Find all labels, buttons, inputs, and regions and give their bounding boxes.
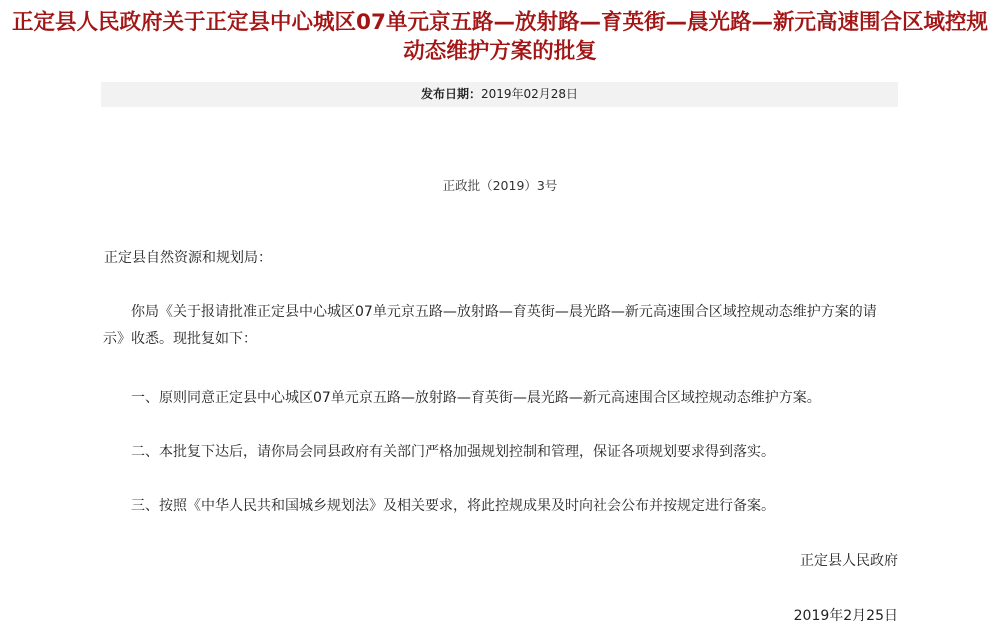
- document-number: 正政批（2019）3号: [442, 178, 558, 193]
- addressee: 正定县自然资源和规划局：: [104, 250, 272, 266]
- publish-date-label: 发布日期：: [420, 87, 481, 101]
- publish-date-bar: [101, 82, 898, 107]
- list-item: 一、原则同意正定县中心城区07单元京五路—放射路—育英街—晨光路—新元高速围合区域控规动态维护方案。: [131, 390, 821, 406]
- body-paragraph: 你局《关于报请批准正定县中心城区07单元京五路—放射路—育英街—晨光路—新元高速围合区域控规动态维护方案的请示》收悉。现批复如下：: [103, 304, 877, 347]
- document-title: 正定县人民政府关于正定县中心城区07单元京五路—放射路—育英街—晨光路—新元高速围合区域控规动态维护方案的批复: [12, 10, 988, 64]
- signer: 正定县人民政府: [800, 553, 898, 569]
- signature-date: 2019年2月25日: [793, 608, 898, 624]
- list-item: 二、本批复下达后，请你局会同县政府有关部门严格加强规划控制和管理，保证各项规划要求得到落实。: [131, 444, 775, 460]
- publish-date-value: 2019年02月28日: [480, 87, 579, 101]
- list-item: 三、按照《中华人民共和国城乡规划法》及相关要求，将此控规成果及时向社会公布并按规定进行备案。: [131, 498, 775, 514]
